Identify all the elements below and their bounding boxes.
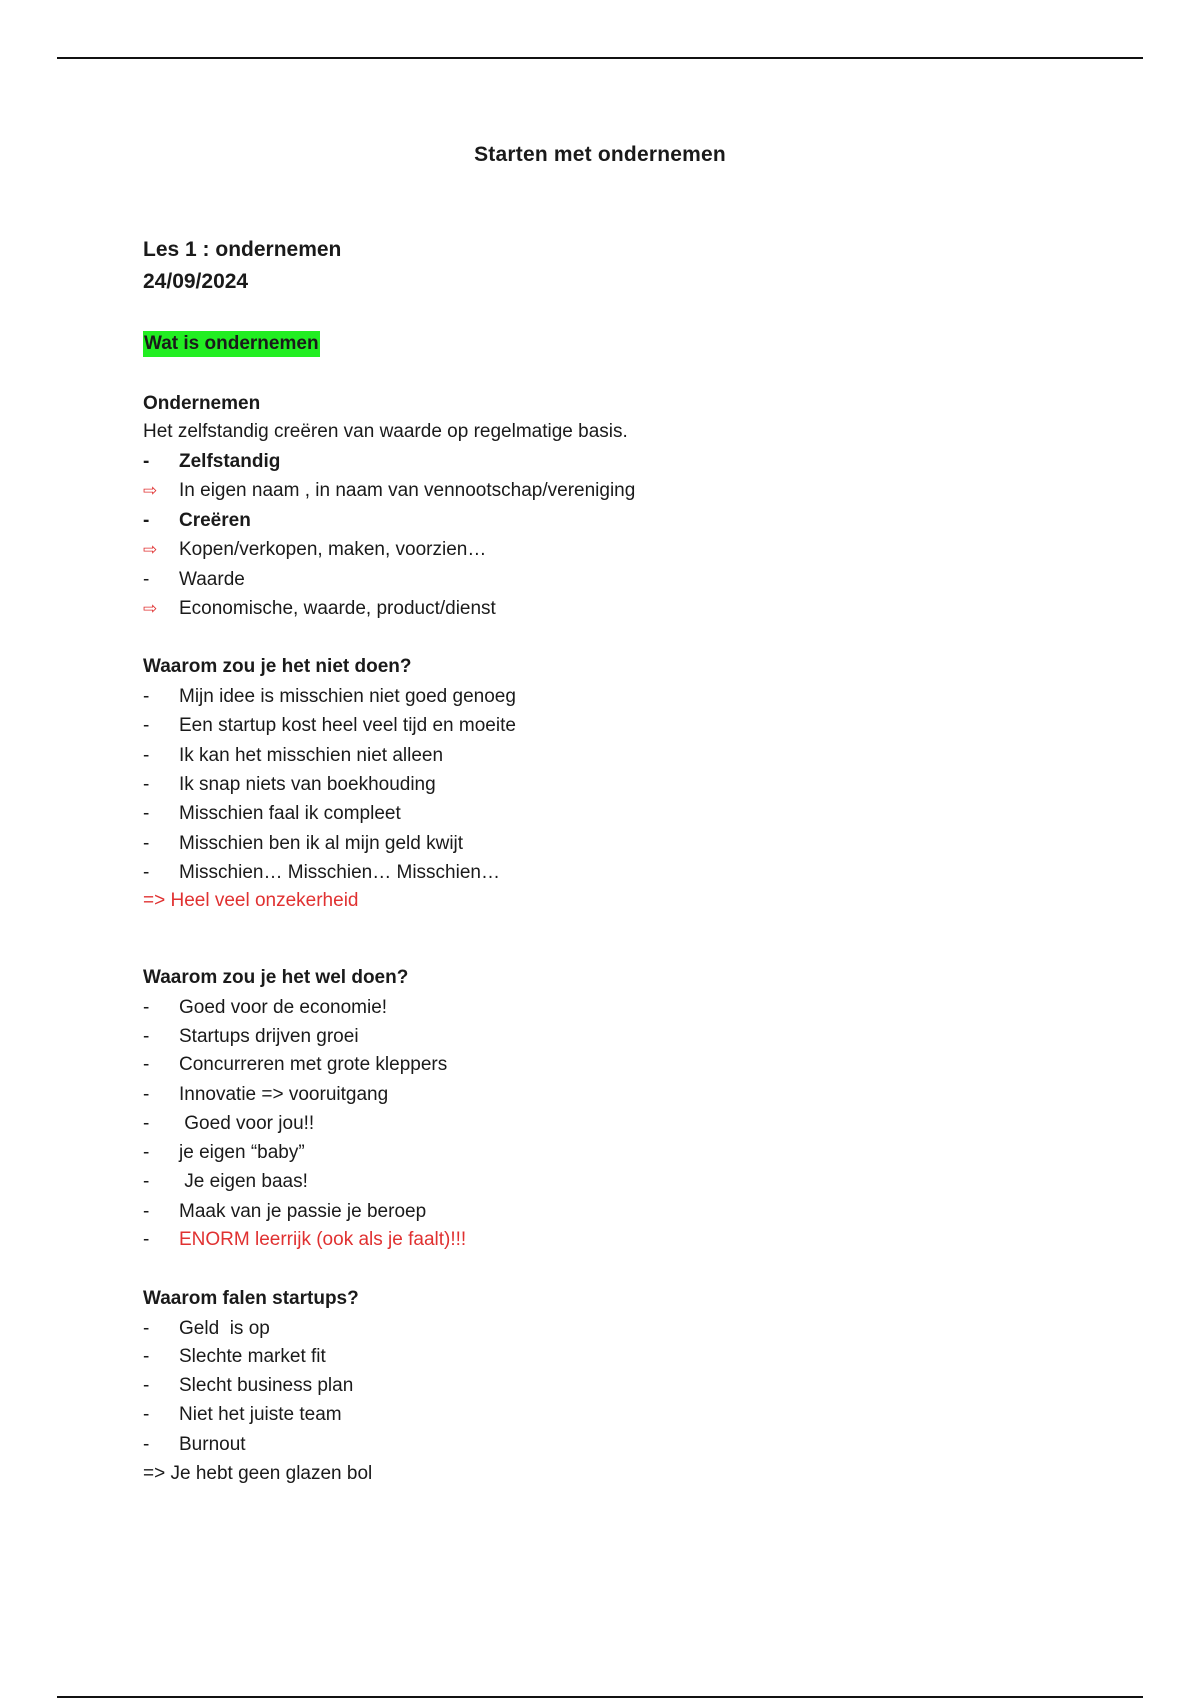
list-item-text: Innovatie => vooruitgang — [179, 1084, 389, 1105]
section-heading-wel-doen: Waarom zou je het wel doen? — [143, 967, 409, 988]
dash-bullet: - — [143, 1318, 150, 1339]
highlight-heading: Wat is ondernemen — [143, 331, 320, 357]
dash-bullet: - — [143, 686, 150, 707]
list-item — [143, 774, 436, 796]
dash-bullet: - — [143, 1054, 150, 1075]
dash-bullet: - — [143, 1404, 150, 1425]
list-item-text: Kopen/verkopen, maken, voorzien… — [179, 539, 487, 560]
dash-bullet: - — [143, 997, 150, 1018]
dash-bullet: - — [143, 1201, 150, 1222]
arrow-right-icon: ⇨ — [143, 481, 158, 500]
list-item-text: Economische, waarde, product/dienst — [179, 598, 496, 619]
list-item — [143, 1054, 447, 1076]
dash-bullet: - — [143, 1346, 150, 1367]
dash-bullet: - — [143, 1142, 150, 1163]
dash-bullet: - — [143, 1434, 150, 1455]
list-item — [143, 451, 280, 473]
list-item-text-emphasis: ENORM leerrijk (ook als je faalt)!!! — [179, 1229, 467, 1250]
list-item-text: Waarde — [179, 569, 245, 590]
list-item-text: Goed voor de economie! — [179, 997, 388, 1018]
list-item-text: Ik snap niets van boekhouding — [179, 774, 436, 795]
list-item-text: Je eigen baas! — [179, 1171, 308, 1192]
list-item-text: Geld is op — [179, 1318, 270, 1339]
list-item-text: Een startup kost heel veel tijd en moeite — [179, 715, 516, 736]
dash-bullet: - — [143, 862, 150, 883]
list-item — [143, 1026, 359, 1048]
list-item — [143, 862, 500, 884]
list-item — [143, 1375, 353, 1397]
list-item — [143, 1171, 308, 1193]
list-item — [143, 510, 251, 532]
arrow-right-icon: ⇨ — [143, 599, 158, 618]
list-item — [143, 997, 387, 1019]
lesson-title: Les 1 : ondernemen — [143, 238, 342, 261]
list-item-text: Concurreren met grote kleppers — [179, 1054, 448, 1075]
list-item-text: Maak van je passie je beroep — [179, 1201, 427, 1222]
list-item-text: Misschien ben ik al mijn geld kwijt — [179, 833, 464, 854]
dash-bullet: - — [143, 510, 150, 531]
footer-rule — [57, 1696, 1143, 1698]
dash-bullet: - — [143, 1375, 150, 1396]
dash-bullet: - — [143, 803, 150, 824]
dash-bullet: - — [143, 1026, 150, 1047]
list-item — [143, 480, 635, 502]
list-item — [143, 686, 516, 708]
list-item — [143, 539, 486, 561]
list-item-text: In eigen naam , in naam van vennootschap/vereniging — [179, 480, 636, 501]
dash-bullet: - — [143, 774, 150, 795]
dash-bullet: - — [143, 569, 150, 590]
list-item-text: Ik kan het misschien niet alleen — [179, 745, 444, 766]
list-item — [143, 745, 443, 767]
list-item-text: Slecht business plan — [179, 1375, 354, 1396]
dash-bullet: - — [143, 745, 150, 766]
list-item-text: Misschien… Misschien… Misschien… — [179, 862, 500, 883]
list-item-text: Creëren — [179, 510, 251, 531]
document-title: Starten met ondernemen — [474, 143, 726, 166]
list-item-text: Misschien faal ik compleet — [179, 803, 401, 824]
list-item — [143, 833, 463, 855]
list-item-text: Slechte market fit — [179, 1346, 326, 1367]
list-item — [143, 1113, 314, 1135]
dash-bullet: - — [143, 715, 150, 736]
header-rule — [57, 57, 1143, 59]
list-item-text: Zelfstandig — [179, 451, 281, 472]
dash-bullet: - — [143, 1171, 150, 1192]
list-item-text: Goed voor jou!! — [179, 1113, 315, 1134]
list-item — [143, 715, 516, 737]
list-item — [143, 1434, 246, 1456]
list-item — [143, 598, 496, 620]
list-item — [143, 803, 401, 825]
list-item — [143, 1318, 270, 1340]
conclusion-onzekerheid: => Heel veel onzekerheid — [143, 890, 359, 911]
highlight-heading-wrap — [143, 333, 320, 355]
definition-text: Het zelfstandig creëren van waarde op regelmatige basis. — [143, 421, 628, 442]
dash-bullet: - — [143, 833, 150, 854]
dash-bullet: - — [143, 1229, 150, 1250]
list-item — [143, 1229, 466, 1251]
list-item-text: Burnout — [179, 1434, 246, 1455]
list-item — [143, 569, 245, 591]
section-heading-niet-doen: Waarom zou je het niet doen? — [143, 656, 412, 677]
arrow-right-icon: ⇨ — [143, 540, 158, 559]
dash-bullet: - — [143, 1113, 150, 1134]
list-item — [143, 1142, 305, 1164]
list-item-text: Niet het juiste team — [179, 1404, 342, 1425]
list-item-text: Startups drijven groei — [179, 1026, 359, 1047]
section-heading-falen: Waarom falen startups? — [143, 1288, 359, 1309]
list-item — [143, 1084, 388, 1106]
list-item — [143, 1346, 326, 1368]
list-item-text: je eigen “baby” — [179, 1142, 305, 1163]
list-item-text: Mijn idee is misschien niet goed genoeg — [179, 686, 516, 707]
dash-bullet: - — [143, 451, 150, 472]
dash-bullet: - — [143, 1084, 150, 1105]
lesson-date: 24/09/2024 — [143, 270, 249, 293]
list-item — [143, 1201, 426, 1223]
section-heading-ondernemen: Ondernemen — [143, 393, 261, 414]
conclusion-glazen-bol: => Je hebt geen glazen bol — [143, 1463, 373, 1484]
list-item — [143, 1404, 342, 1426]
